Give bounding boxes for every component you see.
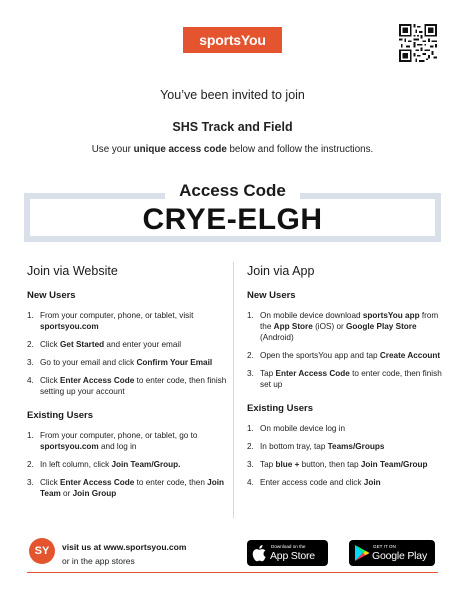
step-text: and enter your email	[104, 340, 182, 349]
step-text: Enter access code and click	[260, 478, 364, 487]
step-text: to enter code, then finish setting up your account	[40, 376, 227, 396]
sportsyou-logo: sportsYou	[183, 27, 282, 53]
step-text: Click	[40, 478, 61, 487]
website-new-users-steps	[27, 310, 227, 397]
website-existing-users-heading: Existing Users	[27, 410, 93, 421]
step-text: to enter code, then finish set up	[260, 369, 442, 389]
team-name: SHS Track and Field	[172, 120, 293, 134]
apple-icon	[252, 544, 268, 562]
step-bold-text: Join	[363, 478, 381, 487]
app-existing-users-heading: Existing Users	[247, 403, 313, 414]
step-text: On mobile device log in	[260, 424, 346, 433]
step-item	[27, 339, 227, 350]
website-heading: Join via Website	[27, 264, 118, 278]
join-via-app-column	[247, 264, 447, 495]
step-number: 1.	[247, 311, 254, 320]
step-number: 3.	[27, 358, 34, 367]
step-text: and log in	[98, 442, 137, 451]
step-text: In bottom tray, tap	[260, 442, 328, 451]
step-item	[247, 350, 447, 361]
visit-website-text[interactable]: visit us at www.sportsyou.com	[62, 542, 187, 552]
join-via-website-column	[27, 264, 227, 506]
step-bold-text: Enter Access Code	[275, 369, 350, 378]
step-text: In left column, click	[40, 460, 112, 469]
step-number: 3.	[247, 369, 254, 378]
step-number: 3.	[247, 460, 254, 469]
step-text: Tap	[260, 369, 276, 378]
step-bold-text: Get Started	[60, 340, 105, 349]
step-bold-text: Google Play Store	[346, 322, 417, 331]
step-text: (Android)	[260, 333, 294, 342]
access-code-title-wrap	[165, 180, 300, 202]
step-bold-text: Join Team	[40, 478, 225, 498]
step-bold-text: Enter Access Code	[60, 376, 135, 385]
footer-divider	[27, 572, 438, 573]
step-text: From your computer, phone, or tablet, go to	[40, 431, 198, 440]
invite-text: You’ve been invited to join	[160, 88, 305, 102]
step-text: From your computer, phone, or tablet, visit	[40, 311, 194, 320]
google-play-icon	[354, 544, 370, 562]
step-item	[247, 441, 447, 452]
step-number: 3.	[27, 478, 34, 487]
qr-code-icon	[399, 24, 437, 62]
step-text: Go to your email and click	[40, 358, 137, 367]
instruction-text	[0, 144, 465, 155]
app-new-users-steps	[247, 310, 447, 390]
step-text: Click	[40, 376, 61, 385]
app-store-big-text: App Store	[270, 550, 315, 562]
step-item	[247, 477, 447, 488]
step-text: or	[60, 489, 73, 498]
step-bold-text: sportsyou.com	[40, 442, 99, 451]
website-existing-users-steps	[27, 430, 227, 499]
step-item	[27, 357, 227, 368]
instruction-bold: unique access code	[133, 144, 227, 155]
step-text: Click	[40, 340, 61, 349]
step-bold-text: Join Group	[72, 489, 117, 498]
step-item	[27, 459, 227, 470]
app-new-users-heading: New Users	[247, 290, 296, 301]
step-number: 1.	[27, 311, 34, 320]
step-item	[247, 310, 447, 343]
step-item	[27, 310, 227, 332]
step-bold-text: Join Team/Group	[360, 460, 428, 469]
website-new-users-heading: New Users	[27, 290, 76, 301]
app-store-badge[interactable]	[247, 540, 328, 566]
step-bold-text: sportsYou app	[362, 311, 420, 320]
step-text: On mobile device download	[260, 311, 363, 320]
step-bold-text: Enter Access Code	[60, 478, 135, 487]
step-item	[247, 459, 447, 470]
step-text: (iOS) or	[312, 322, 347, 331]
google-play-small-text: GET IT ON	[373, 544, 396, 549]
column-divider	[233, 262, 234, 518]
step-number: 2.	[27, 340, 34, 349]
step-text: Open the sportsYou app and tap	[260, 351, 380, 360]
step-number: 1.	[247, 424, 254, 433]
step-bold-text: Join Team/Group.	[111, 460, 181, 469]
app-heading: Join via App	[247, 264, 315, 278]
step-item	[247, 368, 447, 390]
access-code-title: Access Code	[179, 181, 286, 200]
step-item	[27, 430, 227, 452]
app-stores-text: or in the app stores	[62, 556, 135, 566]
step-number: 2.	[247, 442, 254, 451]
step-text: from the	[260, 311, 439, 331]
instruction-prefix: Use your	[91, 144, 134, 155]
step-number: 2.	[247, 351, 254, 360]
step-bold-text: Confirm Your Email	[136, 358, 213, 367]
step-bold-text: Create Account	[379, 351, 441, 360]
sportsyou-badge-icon: SY	[29, 538, 55, 564]
access-code-value: CRYE-ELGH	[142, 203, 323, 236]
step-text: button, then tap	[301, 460, 361, 469]
google-play-badge[interactable]	[349, 540, 435, 566]
step-text: Tap	[260, 460, 276, 469]
step-bold-text: App Store	[273, 322, 313, 331]
instruction-suffix: below and follow the instructions.	[226, 144, 374, 155]
step-number: 1.	[27, 431, 34, 440]
app-existing-users-steps	[247, 423, 447, 488]
google-play-big-text: Google Play	[372, 550, 428, 562]
step-text: to enter code, then	[134, 478, 208, 487]
step-item	[27, 477, 227, 499]
step-number: 4.	[27, 376, 34, 385]
step-bold-text: sportsyou.com	[40, 322, 99, 331]
step-number: 2.	[27, 460, 34, 469]
step-bold-text: blue +	[275, 460, 302, 469]
step-bold-text: Teams/Groups	[327, 442, 385, 451]
step-item	[247, 423, 447, 434]
app-store-small-text: Download on the	[271, 544, 306, 549]
step-number: 4.	[247, 478, 254, 487]
step-item	[27, 375, 227, 397]
